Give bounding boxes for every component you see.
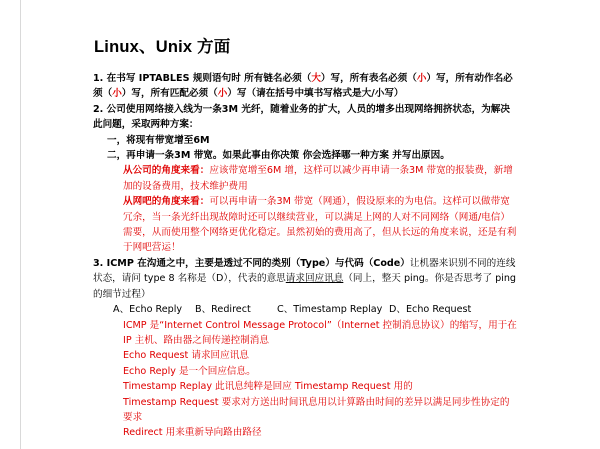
answer-cafe-heading: 从网吧的角度来看：	[123, 196, 210, 208]
answer-company-text: 应该带宽增至6M 增，这样可以减少再申请一条3M 带宽的报装费，新增加的设备费用，技术维护费用	[123, 165, 513, 192]
answer-cafe-text: 可以再申请一条3M 带宽（网通），假设原来的为电信。这样可以做带宽冗余，当一条光纤出现故障时还可以继续营业，可以满足上网的人对不同网络（网通/电信）需要，从而使用整个网络更优化稳定。虽然初始的费用高了，但从长远的角度来说，还是有利于网吧营运！	[123, 196, 517, 254]
answer-cafe	[93, 194, 517, 256]
q1-answer-chain: 大	[311, 73, 321, 84]
q1-text-e: ）写（请在括号中填书写格式是大/小写）	[227, 88, 404, 100]
q1-text-d: ）写，所有匹配必须（	[121, 88, 218, 100]
page-title: Linux、Unix 方面	[94, 38, 231, 56]
q3-explanation-echo-reply: Echo Reply 是一个回应信息。	[123, 365, 256, 377]
q3-explanation-timestamp-request: Timestamp Request 要求对方送出时间讯息用以计算路由时间的差异以满足同步性协定的要求	[123, 396, 510, 423]
page-margin-line	[20, 0, 21, 449]
question-3-options	[93, 302, 517, 317]
question-2-option-1: 一，将现有带宽增至6M	[107, 134, 210, 146]
option-c: C、Timestamp Replay	[277, 304, 383, 316]
document-body	[93, 71, 517, 441]
q1-text-b: ）写，所有表名必须（	[320, 73, 417, 84]
q3-intro-bold: 3. ICMP 在沟通之中，主要是透过不同的类别（Type）与代码（Code）	[93, 257, 410, 269]
q3-explanation-echo-request: Echo Request 请求回应讯息	[123, 350, 249, 362]
question-2-option-2: 二，再申请一条3M 带宽。如果此事由你决策 你会选择哪一种方案 并写出原因。	[107, 150, 450, 162]
question-1	[93, 71, 517, 102]
q3-explanation-redirect: Redirect 用来重新导向路由路径	[123, 427, 262, 439]
option-d: D、Echo Request	[389, 304, 472, 316]
q1-answer-match: 小	[217, 88, 228, 100]
q1-text-c: ）写，所有动作名必须（	[93, 73, 513, 100]
q3-explanation-timestamp-replay: Timestamp Replay 此讯息纯粹是回应 Timestamp Request 用的	[123, 381, 413, 393]
option-a: A、Echo Reply	[113, 304, 183, 316]
q1-answer-table: 小	[416, 73, 427, 84]
q1-text-a: 1. 在书写 IPTABLES 规则语句时 所有链名必须（	[93, 73, 312, 84]
q3-intro-end: （同上，整天 ping。你是否思考了 ping 的细节过程）	[93, 273, 517, 300]
answer-company-heading: 从公司的角度来看：	[123, 165, 210, 177]
q3-intro-underlined: 请求回应讯息	[285, 273, 344, 285]
question-3-intro	[93, 256, 517, 302]
q3-intro-rest: 让机器来识别不同的连线状态，请问 type 8 名称是（D），代表的意思	[93, 257, 516, 285]
answer-company	[93, 163, 517, 194]
option-b: B、Redirect	[195, 304, 251, 316]
q3-explanation-icmp: ICMP 是“Internet Control Message Protocol”（Internet 控制消息协议）的缩写，用于在 IP 主机、路由器之间传递控制消息	[123, 319, 517, 346]
q1-answer-action: 小	[112, 88, 122, 100]
question-2-intro: 2. 公司使用网络接入线为一条3M 光纤，随着业务的扩大，人员的增多出现网络拥挤状态，为解决此问题，采取两种方案：	[93, 103, 510, 131]
